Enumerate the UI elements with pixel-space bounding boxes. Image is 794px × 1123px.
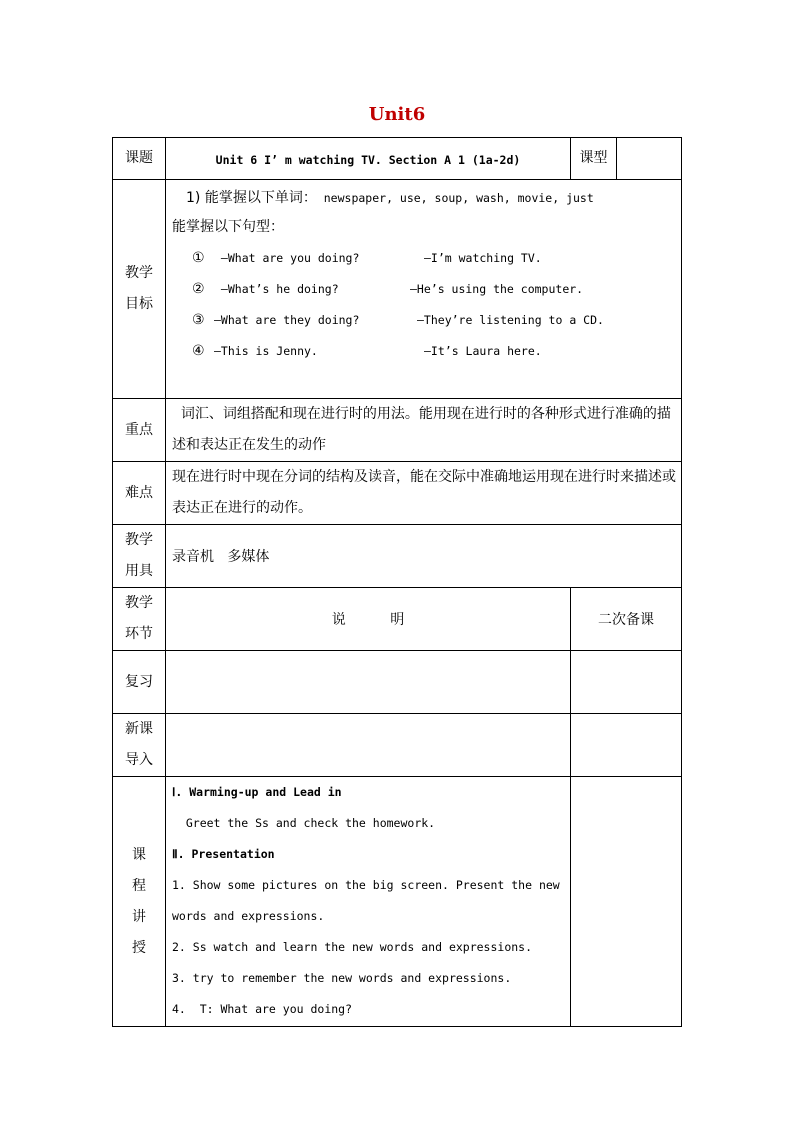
row-topic xyxy=(113,138,682,180)
vocab-line: 1) 能掌握以下单词： newspaper, use, soup, wash, movie, just xyxy=(186,190,594,206)
row-review xyxy=(113,651,682,714)
steps-center-heading: 说 明 xyxy=(166,588,571,651)
tools-value: 录音机 多媒体 xyxy=(166,525,682,588)
label-lecture: 课 程 讲 授 xyxy=(113,777,166,1027)
objectives-cell xyxy=(166,180,682,399)
section-warming-up: Ⅰ. Warming-up and Lead in xyxy=(172,785,342,799)
pair-2: ② —What’s he doing? —He’s using the computer. xyxy=(192,281,584,297)
lecture-line: 2. Ss watch and learn the new words and expressions. xyxy=(172,940,533,954)
row-key-points xyxy=(113,399,682,462)
pair-1: ① —What are you doing? —I’m watching TV. xyxy=(192,250,542,266)
label-topic: 课题 xyxy=(113,138,166,180)
new-lesson-notes xyxy=(571,714,682,777)
type-value xyxy=(617,138,682,180)
lecture-line: 3. try to remember the new words and expressions. xyxy=(172,971,512,985)
difficulties-cell: 现在进行时中现在分词的结构及读音，能在交际中准确地运用现在进行时来描述或 表达正在进行的动作。 xyxy=(166,462,682,525)
lecture-line: 4. T: What are you doing? xyxy=(172,1002,353,1016)
label-review: 复习 xyxy=(113,651,166,714)
lecture-line: Greet the Ss and check the homework. xyxy=(172,816,436,830)
label-type: 课型 xyxy=(571,138,617,180)
lecture-line: 1. Show some pictures on the big screen. Present the new xyxy=(172,878,560,892)
row-objectives xyxy=(113,180,682,399)
label-difficulties: 难点 xyxy=(113,462,166,525)
lecture-line: words and expressions. xyxy=(172,909,325,923)
key-points-cell: 词汇、词组搭配和现在进行时的用法。能用现在进行时的各种形式进行准确的描 述和表达正在发生的动作 xyxy=(166,399,682,462)
lecture-notes xyxy=(571,777,682,1027)
topic-text: Unit 6 I’ m watching TV. Section A 1 (1a-2d) xyxy=(215,153,521,167)
sentence-intro: 能掌握以下句型： xyxy=(172,219,284,235)
pair-3: ③ —What are they doing? —They’re listening to a CD. xyxy=(192,312,604,328)
second-prep-heading: 二次备课 xyxy=(571,588,682,651)
page-title: Unit6 xyxy=(368,104,426,125)
label-steps: 教学 环节 xyxy=(113,588,166,651)
row-difficulties xyxy=(113,462,682,525)
review-content xyxy=(166,651,571,714)
row-tools xyxy=(113,525,682,588)
lesson-plan-table xyxy=(112,137,682,1027)
label-key-points: 重点 xyxy=(113,399,166,462)
label-new-lesson: 新课 导入 xyxy=(113,714,166,777)
lecture-content xyxy=(166,777,571,1027)
label-tools: 教学 用具 xyxy=(113,525,166,588)
topic-cell xyxy=(166,138,571,180)
review-notes xyxy=(571,651,682,714)
pair-4: ④ —This is Jenny. —It’s Laura here. xyxy=(192,343,542,359)
section-presentation: Ⅱ. Presentation xyxy=(172,847,275,861)
label-objectives: 教学 目标 xyxy=(113,180,166,399)
row-new-lesson xyxy=(113,714,682,777)
new-lesson-content xyxy=(166,714,571,777)
row-steps-header xyxy=(113,588,682,651)
row-lecture xyxy=(113,777,682,1027)
